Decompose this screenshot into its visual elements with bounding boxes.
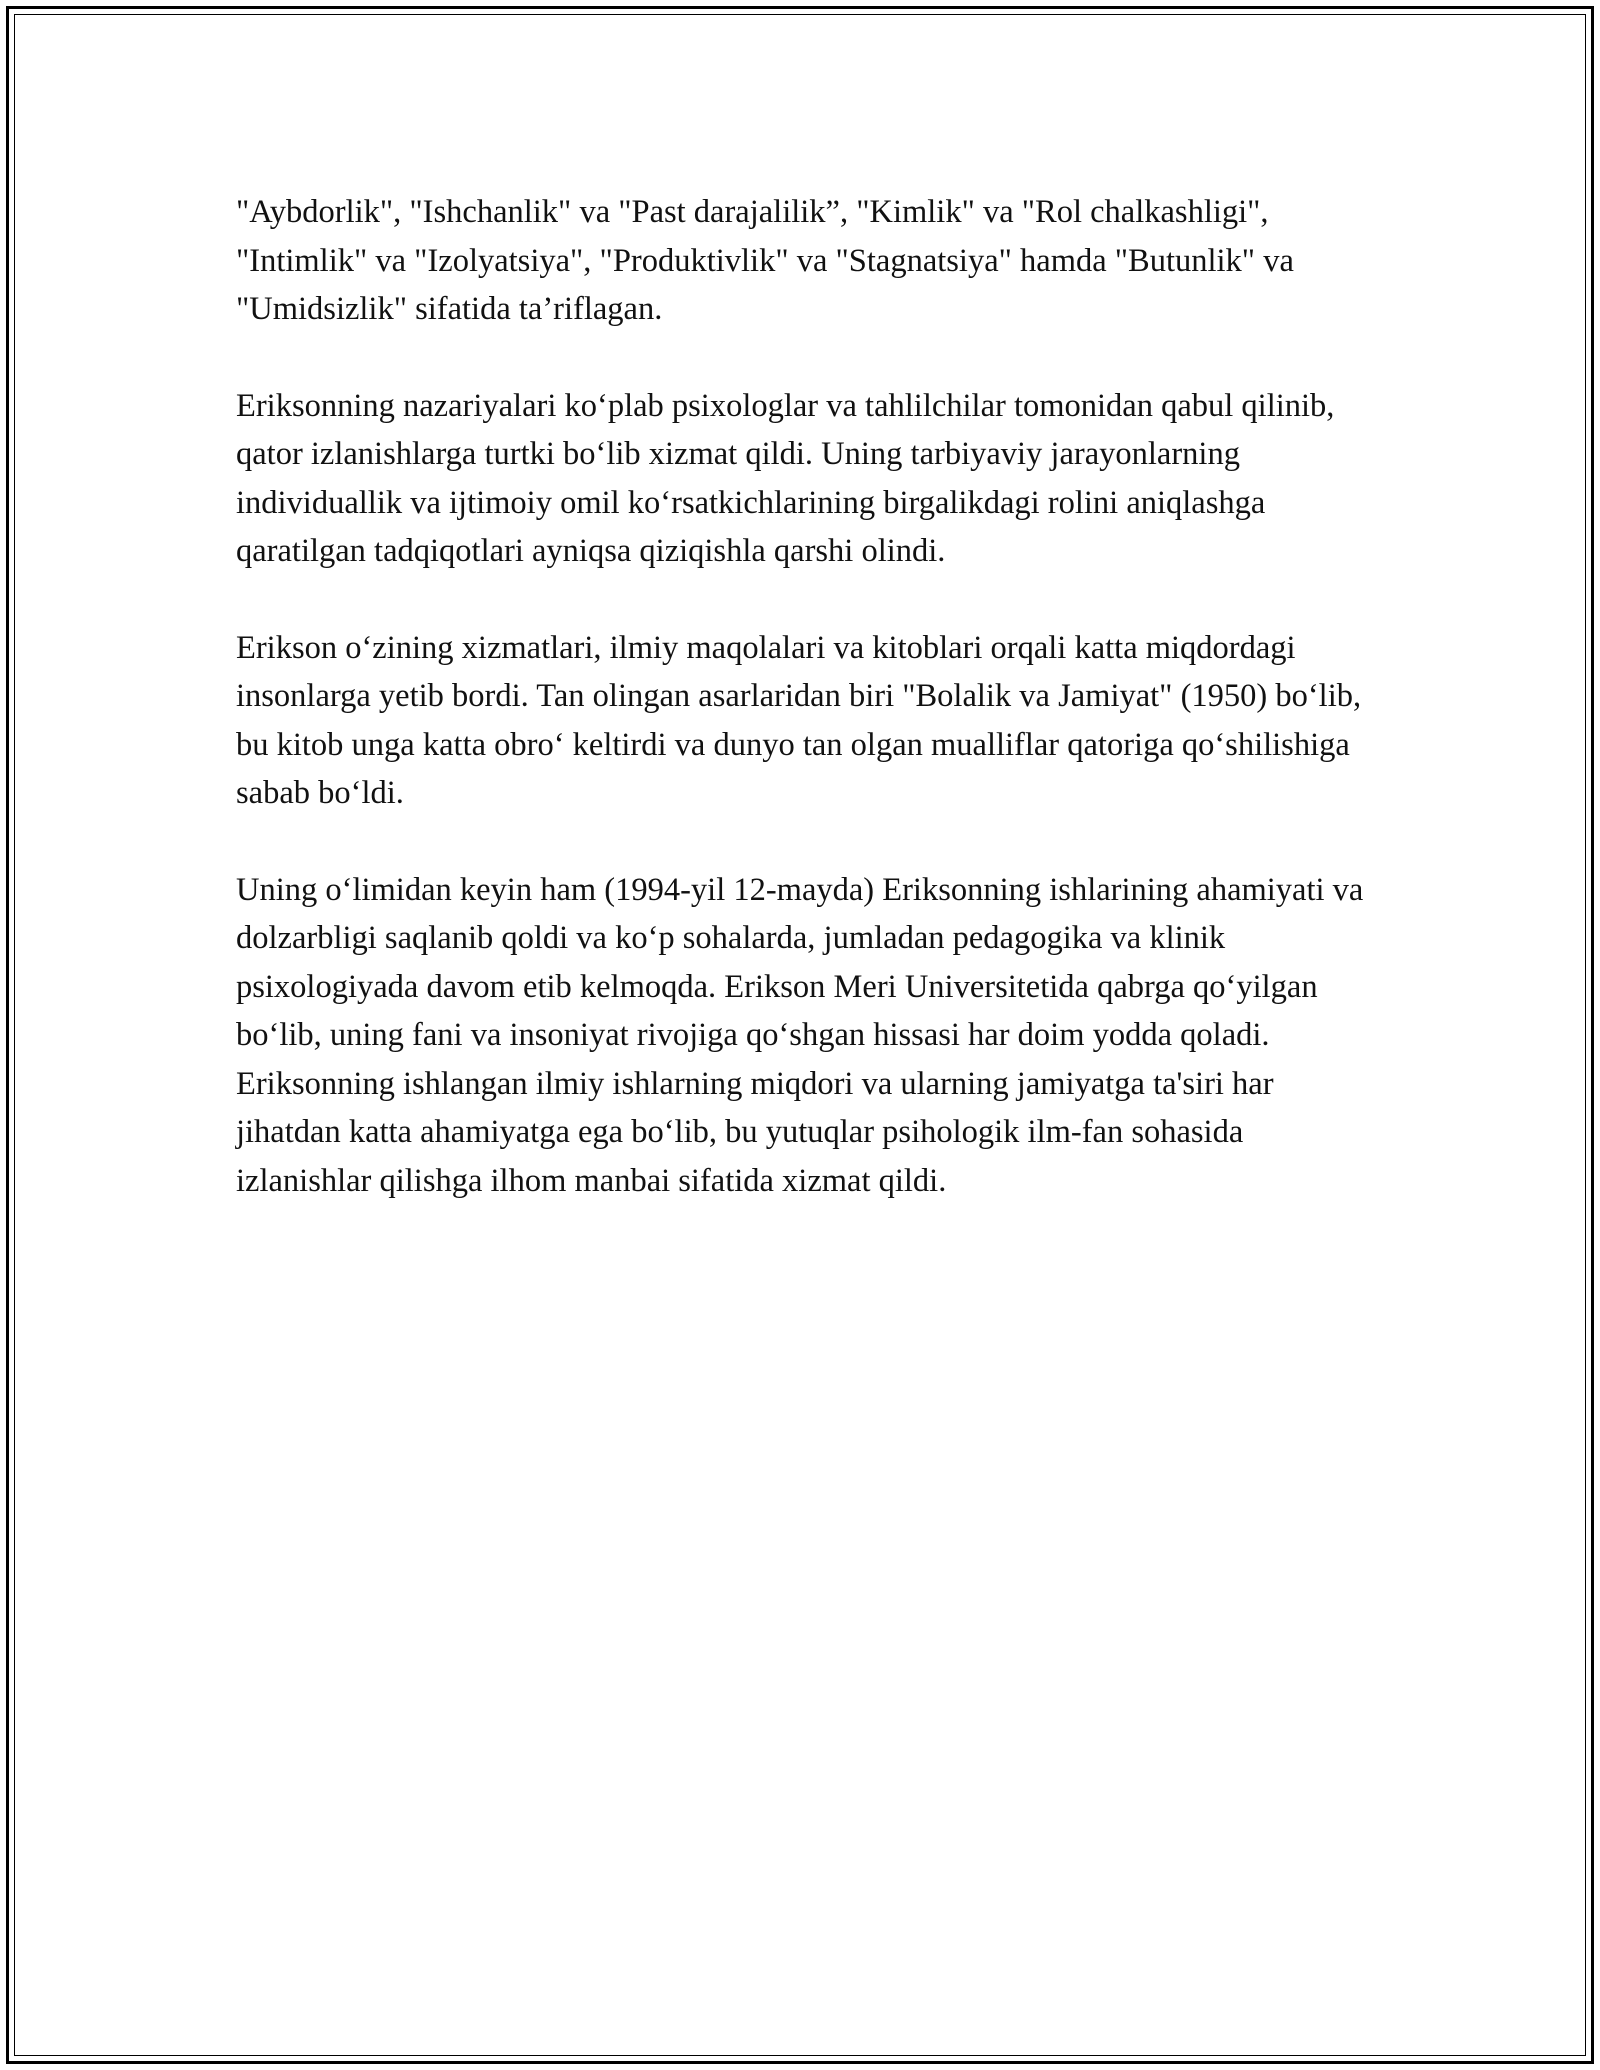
paragraph-2: Eriksonning nazariyalari ko‘plab psixologlar va tahlilchilar tomonidan qabul qilinib, qator izlanishlarga turtki bo‘lib xizmat qildi. Uning tarbiyaviy jarayonlarning individuallik va ijtimoiy omil ko‘rsatkichlarining birgalikdagi rolini aniqlashga qaratilgan tadqiqotlari ayniqsa qiziqishla qarshi olindi. [236, 387, 1335, 569]
document-body [236, 188, 1386, 1253]
paragraph-1: "Aybdorlik", "Ishchanlik" va "Past darajalilik”, "Kimlik" va "Rol chalkashligi", "Intimlik" va "Izolyatsiya", "Produktivlik" va "Stagnatsiya" hamda "Butunlik" va "Umidsizlik" sifatida ta’riflagan. [236, 194, 1294, 327]
paragraph-4: Uning o‘limidan keyin ham (1994-yil 12-mayda) Eriksonning ishlarining ahamiyati va dolzarbligi saqlanib qoldi va ko‘p sohalarda, jumladan pedagogika va klinik psixologiyada davom etib kelmoqda. Erikson Meri Universitetida qabrga qo‘yilgan bo‘lib, uning fani va insoniyat rivojiga qo‘shgan hissasi har doim yodda qoladi. Eriksonning ishlangan ilmiy ishlarning miqdori va ularning jamiyatga ta'siri har jihatdan katta ahamiyatga ega bo‘lib, bu yutuqlar psihologik ilm-fan sohasida izlanishlar qilishga ilhom manbai sifatida xizmat qildi. [236, 871, 1364, 1199]
paragraph-3: Erikson o‘zining xizmatlari, ilmiy maqolalari va kitoblari orqali katta miqdordagi insonlarga yetib bordi. Tan olingan asarlaridan biri "Bolalik va Jamiyat" (1950) bo‘lib, bu kitob unga katta obro‘ keltirdi va dunyo tan olgan mualliflar qatoriga qo‘shilishiga sabab bo‘ldi. [236, 629, 1362, 811]
